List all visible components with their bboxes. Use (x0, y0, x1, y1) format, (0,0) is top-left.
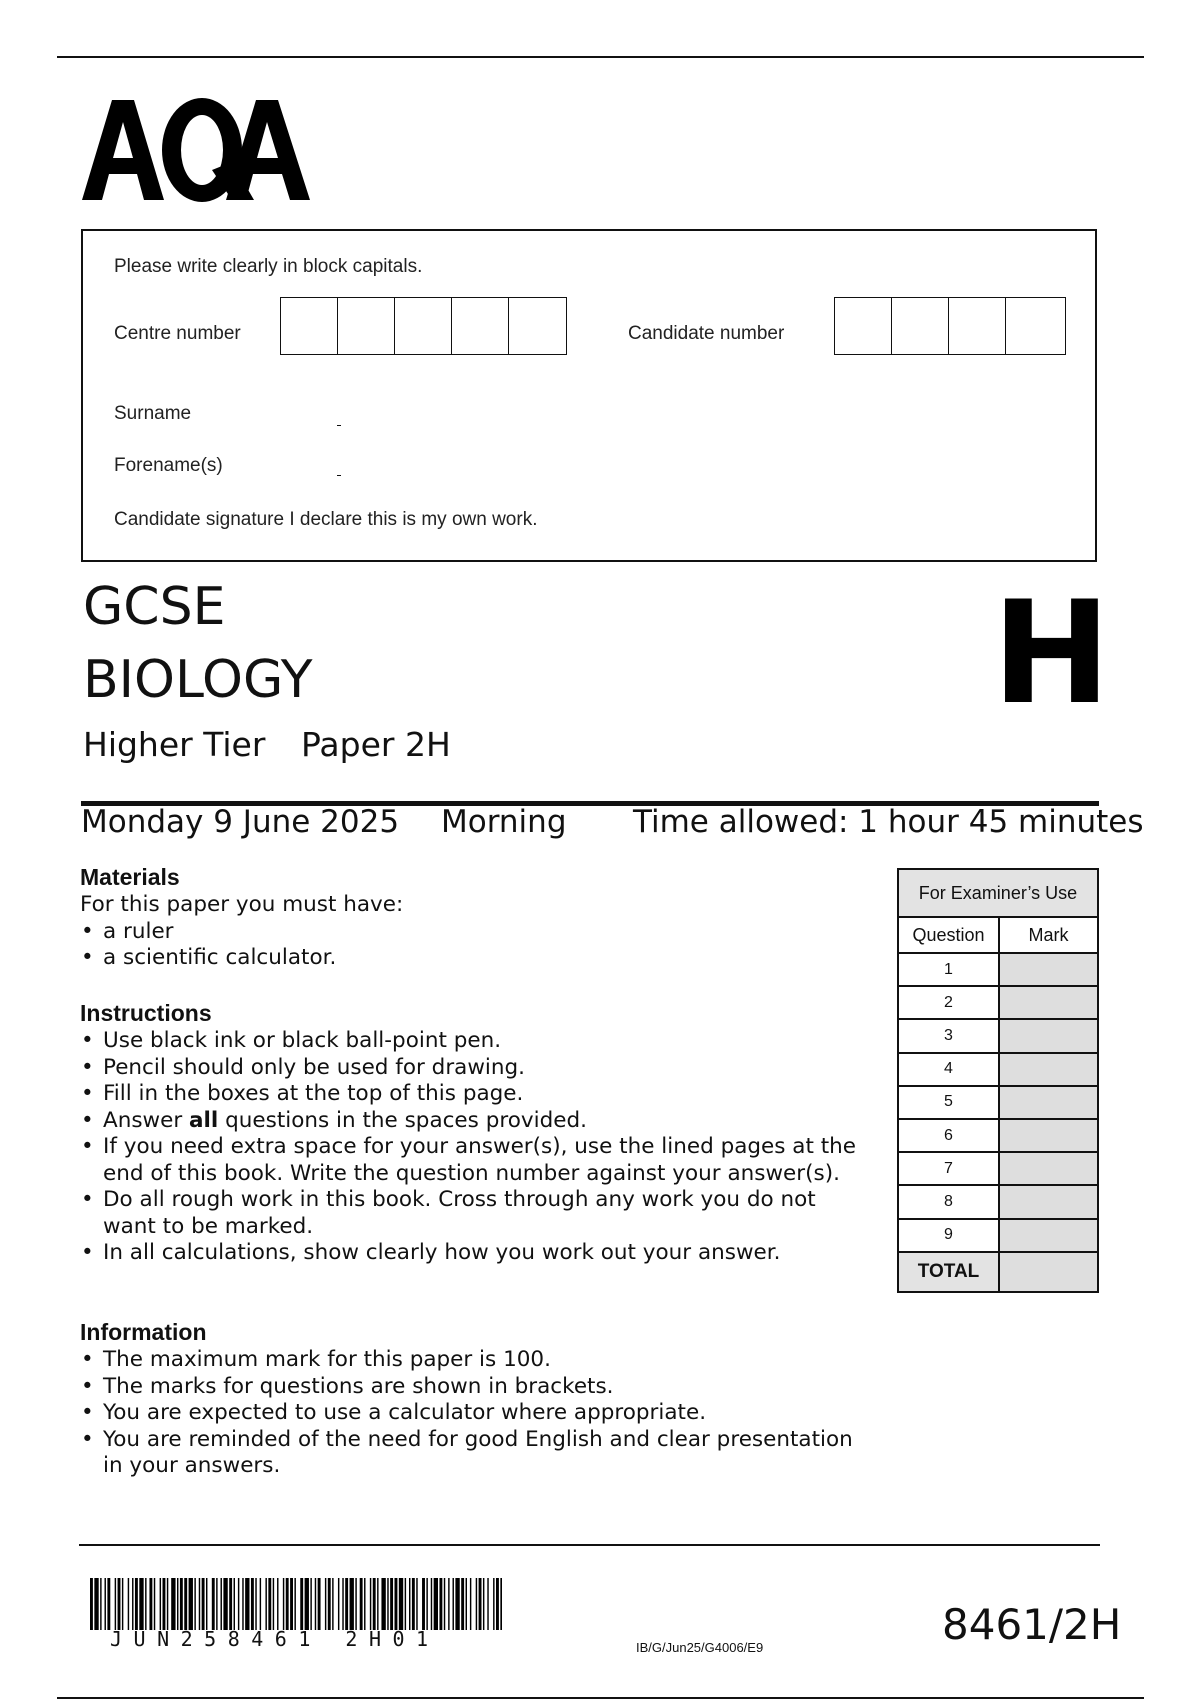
list-item: • The maximum mark for this paper is 100. (80, 1347, 870, 1374)
surname-field[interactable] (337, 425, 341, 426)
list-item: • Use black ink or black ball-point pen. (80, 1028, 870, 1055)
question-column-header: Question (898, 917, 999, 953)
paper-code: 8461/2H (942, 1600, 1122, 1649)
list-item: • You are reminded of the need for good English and clear presentation in your answers. (80, 1427, 870, 1480)
materials-list (80, 919, 870, 972)
barcode-text: JUN258461 2H01 (110, 1627, 440, 1651)
materials-intro: For this paper you must have: (80, 892, 404, 917)
mark-cell (999, 986, 1098, 1019)
mark-cell (999, 1119, 1098, 1152)
question-number: 9 (898, 1219, 999, 1252)
examiner-use-table (897, 868, 1099, 1293)
list-item: • Pencil should only be used for drawing. (80, 1055, 870, 1082)
subject-title: BIOLOGY (83, 650, 313, 710)
table-row (898, 1119, 1098, 1152)
time-allowed: Time allowed: 1 hour 45 minutes (633, 804, 1144, 840)
signature-label: Candidate signature I declare this is my own work. (114, 509, 538, 530)
top-rule (57, 56, 1144, 58)
list-item: • The marks for questions are shown in brackets. (80, 1374, 870, 1401)
list-item: • In all calculations, show clearly how you work out your answer. (80, 1240, 870, 1267)
question-number: 3 (898, 1019, 999, 1052)
barcode-image (90, 1578, 502, 1630)
list-item: • a ruler (80, 919, 870, 946)
question-number: 1 (898, 953, 999, 986)
centre-number-label: Centre number (114, 323, 241, 344)
qualification-title: GCSE (83, 577, 226, 637)
total-label: TOTAL (898, 1252, 999, 1292)
table-row (898, 1053, 1098, 1086)
table-row (898, 1019, 1098, 1052)
information-section (80, 1319, 870, 1480)
tier-letter: H (992, 571, 1111, 736)
forenames-label: Forename(s) (114, 455, 223, 476)
exam-session: Morning (441, 804, 567, 840)
surname-label: Surname (114, 403, 192, 424)
instructions-list (80, 1028, 870, 1267)
question-number: 6 (898, 1119, 999, 1152)
table-row (898, 986, 1098, 1019)
paper-label: Paper 2H (301, 725, 451, 764)
question-number: 8 (898, 1185, 999, 1218)
information-heading: Information (80, 1319, 207, 1345)
list-item: • Answer all questions in the spaces provided. (80, 1108, 870, 1135)
bottom-rule (57, 1697, 1144, 1699)
question-number: 7 (898, 1152, 999, 1185)
mark-cell (999, 1219, 1098, 1252)
materials-heading: Materials (80, 864, 180, 890)
mark-cell (999, 1086, 1098, 1119)
exam-date: Monday 9 June 2025 (81, 804, 400, 840)
examiner-table-title: For Examiner’s Use (898, 869, 1098, 917)
centre-number-boxes[interactable] (280, 297, 567, 355)
list-item: • a scientific calculator. (80, 945, 870, 972)
document-reference: IB/G/Jun25/G4006/E9 (636, 1640, 764, 1655)
mark-cell (999, 1053, 1098, 1086)
block-capitals-instruction: Please write clearly in block capitals. (114, 256, 423, 277)
total-mark-cell (999, 1252, 1098, 1292)
mark-cell (999, 1185, 1098, 1218)
mark-cell (999, 1152, 1098, 1185)
question-number: 4 (898, 1053, 999, 1086)
question-number: 5 (898, 1086, 999, 1119)
forenames-field[interactable] (337, 475, 341, 476)
candidate-number-boxes[interactable] (834, 297, 1066, 355)
mark-cell (999, 953, 1098, 986)
list-item: • If you need extra space for your answer(s), use the lined pages at the end of this book. Write the question number against your answer(s). (80, 1134, 870, 1187)
information-list (80, 1347, 870, 1480)
instructions-section (80, 1000, 870, 1267)
list-item: • Fill in the boxes at the top of this page. (80, 1081, 870, 1108)
table-row (898, 1152, 1098, 1185)
mark-column-header: Mark (999, 917, 1098, 953)
instructions-heading: Instructions (80, 1000, 212, 1026)
mark-cell (999, 1019, 1098, 1052)
table-row (898, 1185, 1098, 1218)
materials-section (80, 864, 870, 972)
table-row (898, 1252, 1098, 1292)
candidate-number-label: Candidate number (628, 323, 785, 344)
footer-rule (79, 1544, 1100, 1546)
question-number: 2 (898, 986, 999, 1019)
table-row (898, 1219, 1098, 1252)
list-item: • Do all rough work in this book. Cross through any work you do not want to be marked. (80, 1187, 870, 1240)
table-row (898, 1086, 1098, 1119)
table-row (898, 953, 1098, 986)
list-item: • You are expected to use a calculator where appropriate. (80, 1400, 870, 1427)
tier-label: Higher Tier (83, 725, 266, 764)
aqa-logo (82, 92, 312, 207)
